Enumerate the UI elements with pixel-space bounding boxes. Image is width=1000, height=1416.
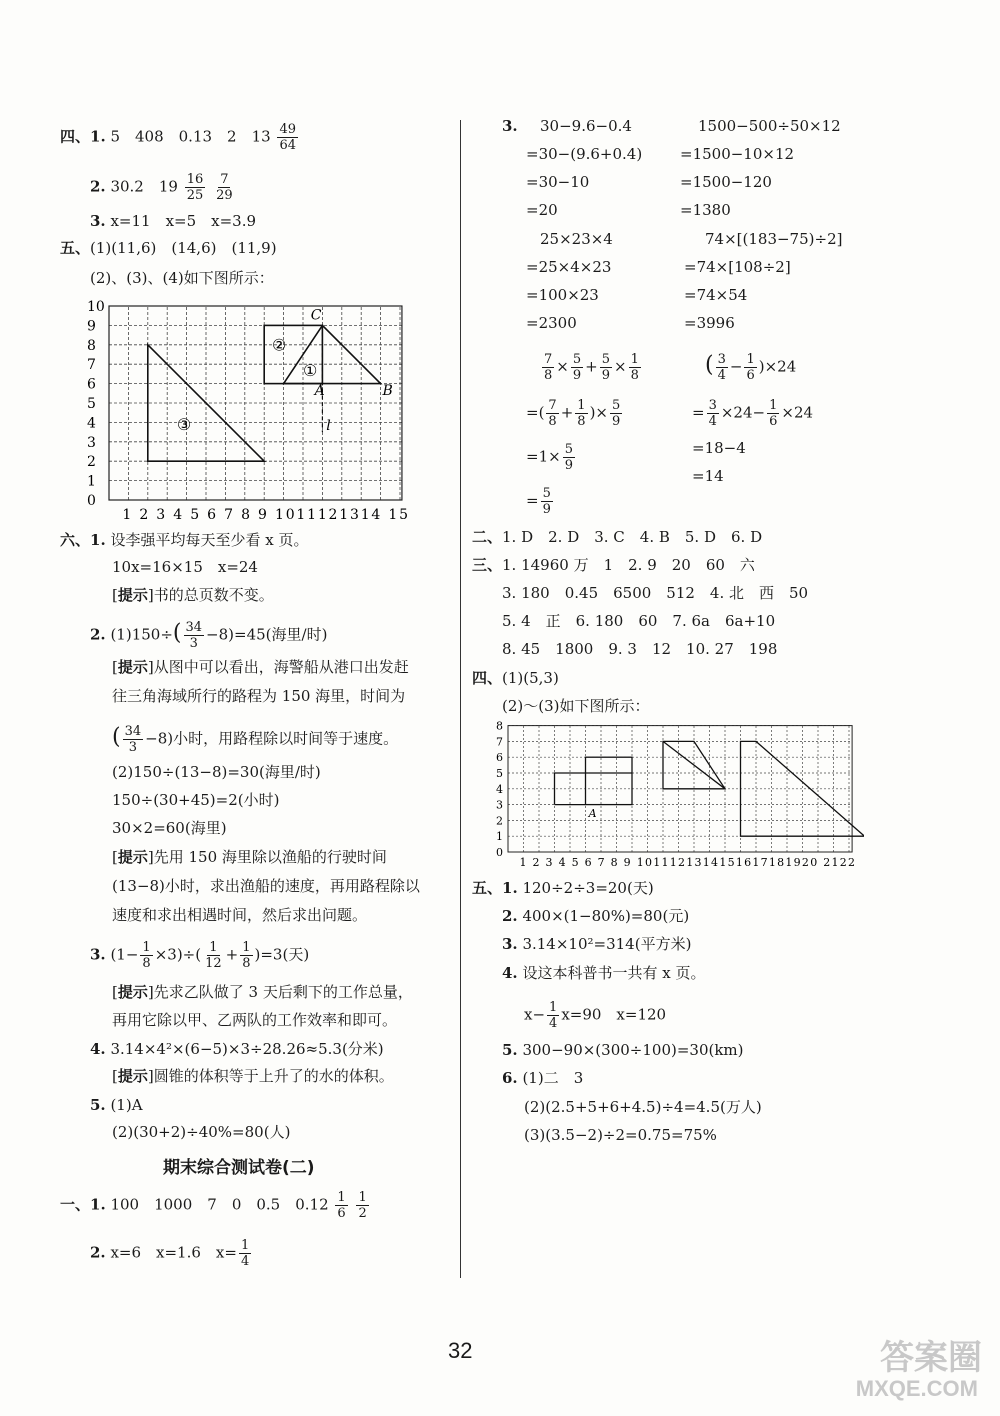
hint-line: [提示]书的总页数不变。	[112, 586, 274, 604]
problem-2-line: 2. (1)150÷( $\frac{34}{3}$ −8)=45(海里/时)	[90, 620, 328, 651]
section-3-line: 3. 180 0.45 6500 512 4. 北 西 50	[502, 584, 809, 602]
calc-row: =3996	[684, 314, 735, 332]
triangle-1	[284, 325, 381, 383]
calc-row: 30−9.6−0.4	[540, 117, 632, 135]
calc-row: =1500−120	[680, 173, 772, 191]
y-tick-label: 0	[87, 493, 96, 509]
section-5-line: 2. 400×(1−80%)=80(元)	[502, 907, 690, 925]
fraction-row: = $\frac{3}{4}$ ×24− $\frac{1}{6}$ ×24	[692, 398, 814, 429]
calc-row: =18−4	[692, 439, 746, 457]
calc-row: 1500−500÷50×12	[698, 117, 841, 135]
section-4-line-2: 2. 30.2 19 $\frac{16}{25}$ $\frac{7}{29}$	[90, 172, 233, 203]
section-3-line: 5. 4 正 6. 180 60 7. 6a 6a+10	[502, 612, 776, 630]
y-tick-label: 7	[87, 357, 96, 374]
section-1-line-2: 2. x=6 x=1.6 x= $\frac{1}{4}$	[90, 1238, 250, 1269]
equation: 10x=16×15 x=24	[112, 558, 258, 576]
x-tick-labels: 1 2 3 4 5 6 7 8 9 1011121314151617181920 2122	[519, 856, 855, 869]
y-tick-label: 4	[87, 415, 96, 432]
section-5-line: x− $\frac{1}{4}$ x=90 x=120	[524, 1000, 667, 1031]
calc-row: =2300	[526, 314, 577, 332]
label-A: A	[588, 807, 597, 821]
y-tick-label: 1	[87, 473, 96, 490]
y-tick-label: 2	[496, 814, 503, 828]
section-5-line-1: 五、(1)(11,6) (14,6) (11,9)	[60, 239, 277, 257]
section-5-line: (3)(3.5−2)÷2=0.75=75%	[524, 1126, 717, 1144]
y-tick-label: 10	[87, 299, 105, 315]
problem-5-line: 5. (1)A	[90, 1096, 143, 1114]
problem-4-line: 4. 3.14×4²×(6−5)×3÷28.26≈5.3(分米)	[90, 1040, 384, 1058]
text-line: (2)(30+2)÷40%=80(人)	[112, 1123, 291, 1141]
y-tick-label: 1	[496, 830, 503, 844]
y-tick-label: 5	[87, 396, 96, 412]
label-circle-2: ②	[271, 335, 287, 355]
section-4-line-1: 四、1. 5 408 0.13 2 13 $\frac{49}{64}$	[60, 122, 296, 153]
section-1-line-1: 一、1. 100 1000 7 0 0.5 0.12 $\frac{1}{6}$ $\frac{1}{2}$	[60, 1190, 367, 1221]
section-4-line-3: 3. x=11 x=5 x=3.9	[90, 212, 257, 230]
calc-row: =25×4×23	[526, 258, 612, 276]
label-circle-1: ①	[303, 360, 318, 380]
calc-row: =30−(9.6+0.4)	[526, 145, 643, 163]
y-tick-label: 3	[496, 798, 503, 812]
section-5-line: 6. (1)二 3	[502, 1069, 584, 1087]
calc-row: =74×[108÷2]	[684, 258, 791, 276]
section-3-line: 三、1. 14960 万 1 2. 9 20 60 六	[472, 556, 755, 574]
hint-line: [提示]先用 150 海里除以渔船的行驶时间	[112, 848, 387, 866]
y-tick-label: 7	[496, 735, 503, 749]
page-number: 32	[448, 1338, 473, 1363]
y-tick-label: 0	[496, 846, 503, 859]
y-tick-label: 6	[496, 751, 503, 765]
hint-line: [提示]从图中可以看出，海警船从港口出发赶	[112, 658, 409, 676]
calc-row: =1500−10×12	[680, 145, 795, 163]
calc-row: =1380	[680, 201, 731, 219]
coordinate-graph-1	[85, 292, 420, 520]
calc-row: =74×54	[684, 286, 748, 304]
calc-row: =100×23	[526, 286, 599, 304]
text-line: (2)150÷(13−8)=30(海里/时)	[112, 763, 321, 781]
shape-square	[586, 757, 633, 804]
section-2-line: 二、1. D 2. D 3. C 4. B 5. D 6. D	[472, 528, 763, 546]
fraction-row: =( $\frac{7}{8}$ + $\frac{1}{8}$ )× $\frac{5}{9}$	[526, 398, 621, 429]
y-tick-label: 3	[87, 434, 96, 451]
calc-row: 25×23×4	[540, 230, 613, 248]
fraction-row: $\frac{7}{8}$ × $\frac{5}{9}$ + $\frac{5}{9}$ × $\frac{1}{8}$	[544, 352, 639, 383]
y-tick-label: 6	[87, 376, 96, 393]
column-divider	[460, 120, 461, 1278]
section-5-line-2: (2)、(3)、(4)如下图所示：	[90, 269, 274, 287]
watermark-logo: 答案圈	[880, 1339, 982, 1377]
section-5-line: 3. 3.14×10²=314(平方米)	[502, 935, 692, 953]
text-line: 速度和求出相遇时间，然后求出问题。	[112, 906, 368, 924]
fraction-row: = $\frac{5}{9}$	[526, 486, 551, 517]
text-line: 150÷(30+45)=2(小时)	[112, 791, 280, 809]
section-5-line: 5. 300−90×(300÷100)=30(km)	[502, 1041, 744, 1059]
section-4-line: (2)～(3)如下图所示：	[502, 697, 650, 715]
section-6-line-1: 六、1. 设李强平均每天至少看 x 页。	[60, 531, 309, 549]
label-A: A	[314, 383, 325, 400]
hint-line: [提示]圆锥的体积等于上升了的水的体积。	[112, 1067, 394, 1085]
label-C: C	[310, 307, 322, 324]
y-tick-label: 8	[87, 337, 96, 354]
calc-row: =30−10	[526, 173, 590, 191]
fraction-row: ( $\frac{3}{4}$ − $\frac{1}{6}$ )×24	[705, 352, 797, 383]
text-line: (13−8)小时，求出渔船的速度，再用路程除以	[112, 877, 420, 895]
section-3-line: 8. 45 1800 9. 3 12 10. 27 198	[502, 640, 778, 658]
hint-line: [提示]先求乙队做了 3 天后剩下的工作总量，	[112, 983, 413, 1001]
problem-3-line: 3. (1− $\frac{1}{8}$ ×3)÷( $\frac{1}{12}$ + $\frac{1}{8}$ )=3(天)	[90, 940, 310, 971]
text-line: 再用它除以甲、乙两队的工作效率和即可。	[112, 1011, 398, 1029]
shape-diagonal	[663, 741, 725, 788]
text-line: 30×2=60(海里)	[112, 819, 227, 837]
section-4-line: 四、(1)(5,3)	[472, 669, 559, 687]
label-circle-3: ③	[176, 415, 192, 435]
y-tick-label: 5	[496, 767, 503, 780]
x-tick-labels: 1 2 3 4 5 6 7 8 9 1011121314 15	[122, 507, 408, 520]
calc-row: =14	[692, 467, 724, 485]
section-5-line: 五、1. 120÷2÷3=20(天)	[472, 879, 654, 897]
calc-row: 3.	[502, 117, 518, 135]
calc-row: =20	[526, 201, 558, 219]
fraction-row: =1× $\frac{5}{9}$	[526, 442, 573, 473]
y-tick-label: 2	[87, 454, 96, 471]
fraction: $\frac{49}{64}$	[279, 122, 296, 153]
section-5-line: 4. 设这本科普书一共有 x 页。	[502, 964, 706, 982]
section-5-line: (2)(2.5+5+6+4.5)÷4=4.5(万人)	[524, 1098, 762, 1116]
calc-row: 74×[(183−75)÷2]	[705, 230, 843, 248]
y-tick-label: 4	[496, 782, 503, 796]
text-line: 往三角海域所行的路程为 150 海里，时间为	[112, 687, 406, 705]
coordinate-graph-2	[494, 721, 864, 873]
text-line: ( $\frac{34}{3}$ −8)小时，用路程除以时间等于速度。	[112, 724, 399, 755]
label-l: l	[326, 418, 331, 435]
watermark-url: MXQE.COM	[855, 1376, 978, 1401]
section-title: 期末综合测试卷(二)	[163, 1158, 315, 1178]
y-tick-label: 8	[496, 721, 503, 733]
label-B: B	[382, 383, 393, 400]
y-tick-label: 9	[87, 318, 96, 335]
